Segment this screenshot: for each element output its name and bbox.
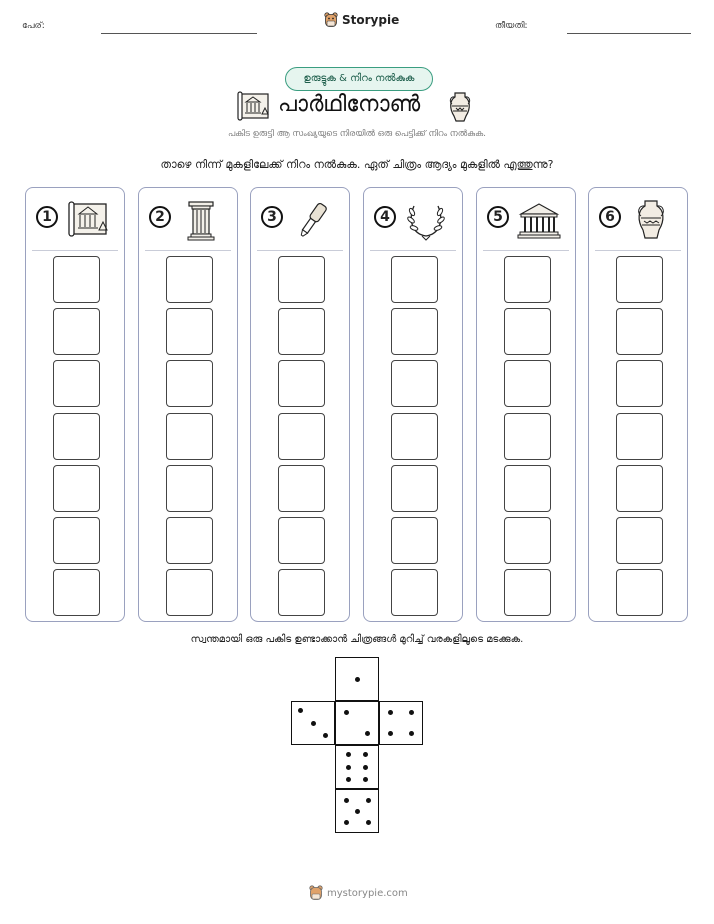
dice-pip [344,710,349,715]
column-divider [32,250,118,251]
color-box[interactable] [616,256,663,303]
color-box[interactable] [391,465,438,512]
color-box[interactable] [53,413,100,460]
column-number: 2 [149,206,171,228]
dice-pip [346,777,351,782]
dice-column-2 [138,187,238,622]
amphora-icon [446,90,474,124]
dice-pip [344,820,349,825]
footer-url[interactable]: mystorypie.com [327,887,408,899]
column-divider [483,250,569,251]
bear-mascot-icon [324,12,338,28]
column-number: 4 [374,206,396,228]
date-label: തീയതി: [495,21,528,31]
dice-pip [346,752,351,757]
doric-column-icon [179,198,223,242]
dice-pip [363,777,368,782]
color-box[interactable] [278,256,325,303]
color-box[interactable] [53,465,100,512]
color-box[interactable] [504,465,551,512]
dice-pip [355,809,360,814]
dice-face-6 [335,745,379,789]
bear-mascot-icon [309,885,323,901]
column-number: 6 [599,206,621,228]
column-divider [145,250,231,251]
scroll-blueprint-icon [66,198,110,242]
dice-column-1 [25,187,125,622]
color-box[interactable] [504,308,551,355]
color-box[interactable] [53,256,100,303]
dice-column-4 [363,187,463,622]
color-box[interactable] [504,413,551,460]
greek-temple-icon [517,198,561,242]
column-divider [257,250,343,251]
activity-instruction: താഴെ നിന്ന് മുകളിലേക്ക് നിറം നൽകുക. ഏത് ചിത്രം ആദ്യം മുകളിൽ എത്തുന്നു? [160,158,554,171]
amphora-icon [629,198,673,242]
color-box[interactable] [278,569,325,616]
dice-pip [388,710,393,715]
dice-face-3 [291,701,335,745]
dice-face-2 [335,701,379,745]
color-box[interactable] [166,256,213,303]
color-box[interactable] [616,569,663,616]
color-box[interactable] [53,360,100,407]
footer [309,885,408,901]
column-number: 5 [487,206,509,228]
column-number: 1 [36,206,58,228]
dice-pip [366,820,371,825]
color-box[interactable] [391,517,438,564]
color-box[interactable] [166,569,213,616]
color-box[interactable] [616,360,663,407]
activity-subtitle: പകിട ഉരുട്ടി ആ സംഖ്യയുടെ നിരയിൽ ഒരു പെട്ടിക്ക് നിറം നൽകുക. [228,129,486,139]
brand-logo [324,12,399,28]
dice-column-6 [588,187,688,622]
color-box[interactable] [166,413,213,460]
color-box[interactable] [53,308,100,355]
color-box[interactable] [616,517,663,564]
column-divider [370,250,456,251]
dice-pip [363,765,368,770]
dice-face-4 [379,701,423,745]
dice-pip [366,798,371,803]
color-box[interactable] [391,256,438,303]
dice-pip [346,765,351,770]
color-box[interactable] [391,360,438,407]
color-box[interactable] [53,517,100,564]
dice-face-5 [335,789,379,833]
color-box[interactable] [278,413,325,460]
laurel-wreath-icon [404,198,448,242]
color-box[interactable] [616,465,663,512]
dice-pip [363,752,368,757]
color-box[interactable] [391,569,438,616]
color-box[interactable] [391,308,438,355]
color-box[interactable] [166,308,213,355]
color-box[interactable] [278,308,325,355]
color-box[interactable] [278,360,325,407]
dice-pip [388,731,393,736]
name-label: പേര്: [22,21,45,31]
dice-pip [365,731,370,736]
dice-pip [409,710,414,715]
dice-pip [311,721,316,726]
color-box[interactable] [166,360,213,407]
dice-face-1 [335,657,379,701]
fold-instruction: സ്വന്തമായി ഒരു പകിട ഉണ്ടാക്കാൻ ചിത്രങ്ങൾ മുറിച്ച് വരകളിലൂടെ മടക്കുക. [190,634,524,645]
dice-pip [298,708,303,713]
dice-column-3 [250,187,350,622]
color-box[interactable] [504,517,551,564]
page-title: പാർഥിനോൺ [278,92,421,117]
color-box[interactable] [53,569,100,616]
color-box[interactable] [504,569,551,616]
scroll-blueprint-icon [236,90,272,124]
date-line[interactable] [567,33,691,34]
color-box[interactable] [278,517,325,564]
color-box[interactable] [166,517,213,564]
color-box[interactable] [166,465,213,512]
activity-pill: ഉരുട്ടുക & നിറം നൽകുക [285,67,433,91]
chisel-icon [291,198,335,242]
dice-column-5 [476,187,576,622]
color-box[interactable] [504,256,551,303]
column-number: 3 [261,206,283,228]
color-box[interactable] [504,360,551,407]
color-box[interactable] [616,413,663,460]
name-line[interactable] [101,33,257,34]
dice-pip [409,731,414,736]
dice-pip [323,733,328,738]
color-box[interactable] [391,413,438,460]
dice-pip [344,798,349,803]
color-box[interactable] [616,308,663,355]
dice-pip [355,677,360,682]
color-box[interactable] [278,465,325,512]
brand-name: Storypie [342,13,400,27]
column-divider [595,250,681,251]
